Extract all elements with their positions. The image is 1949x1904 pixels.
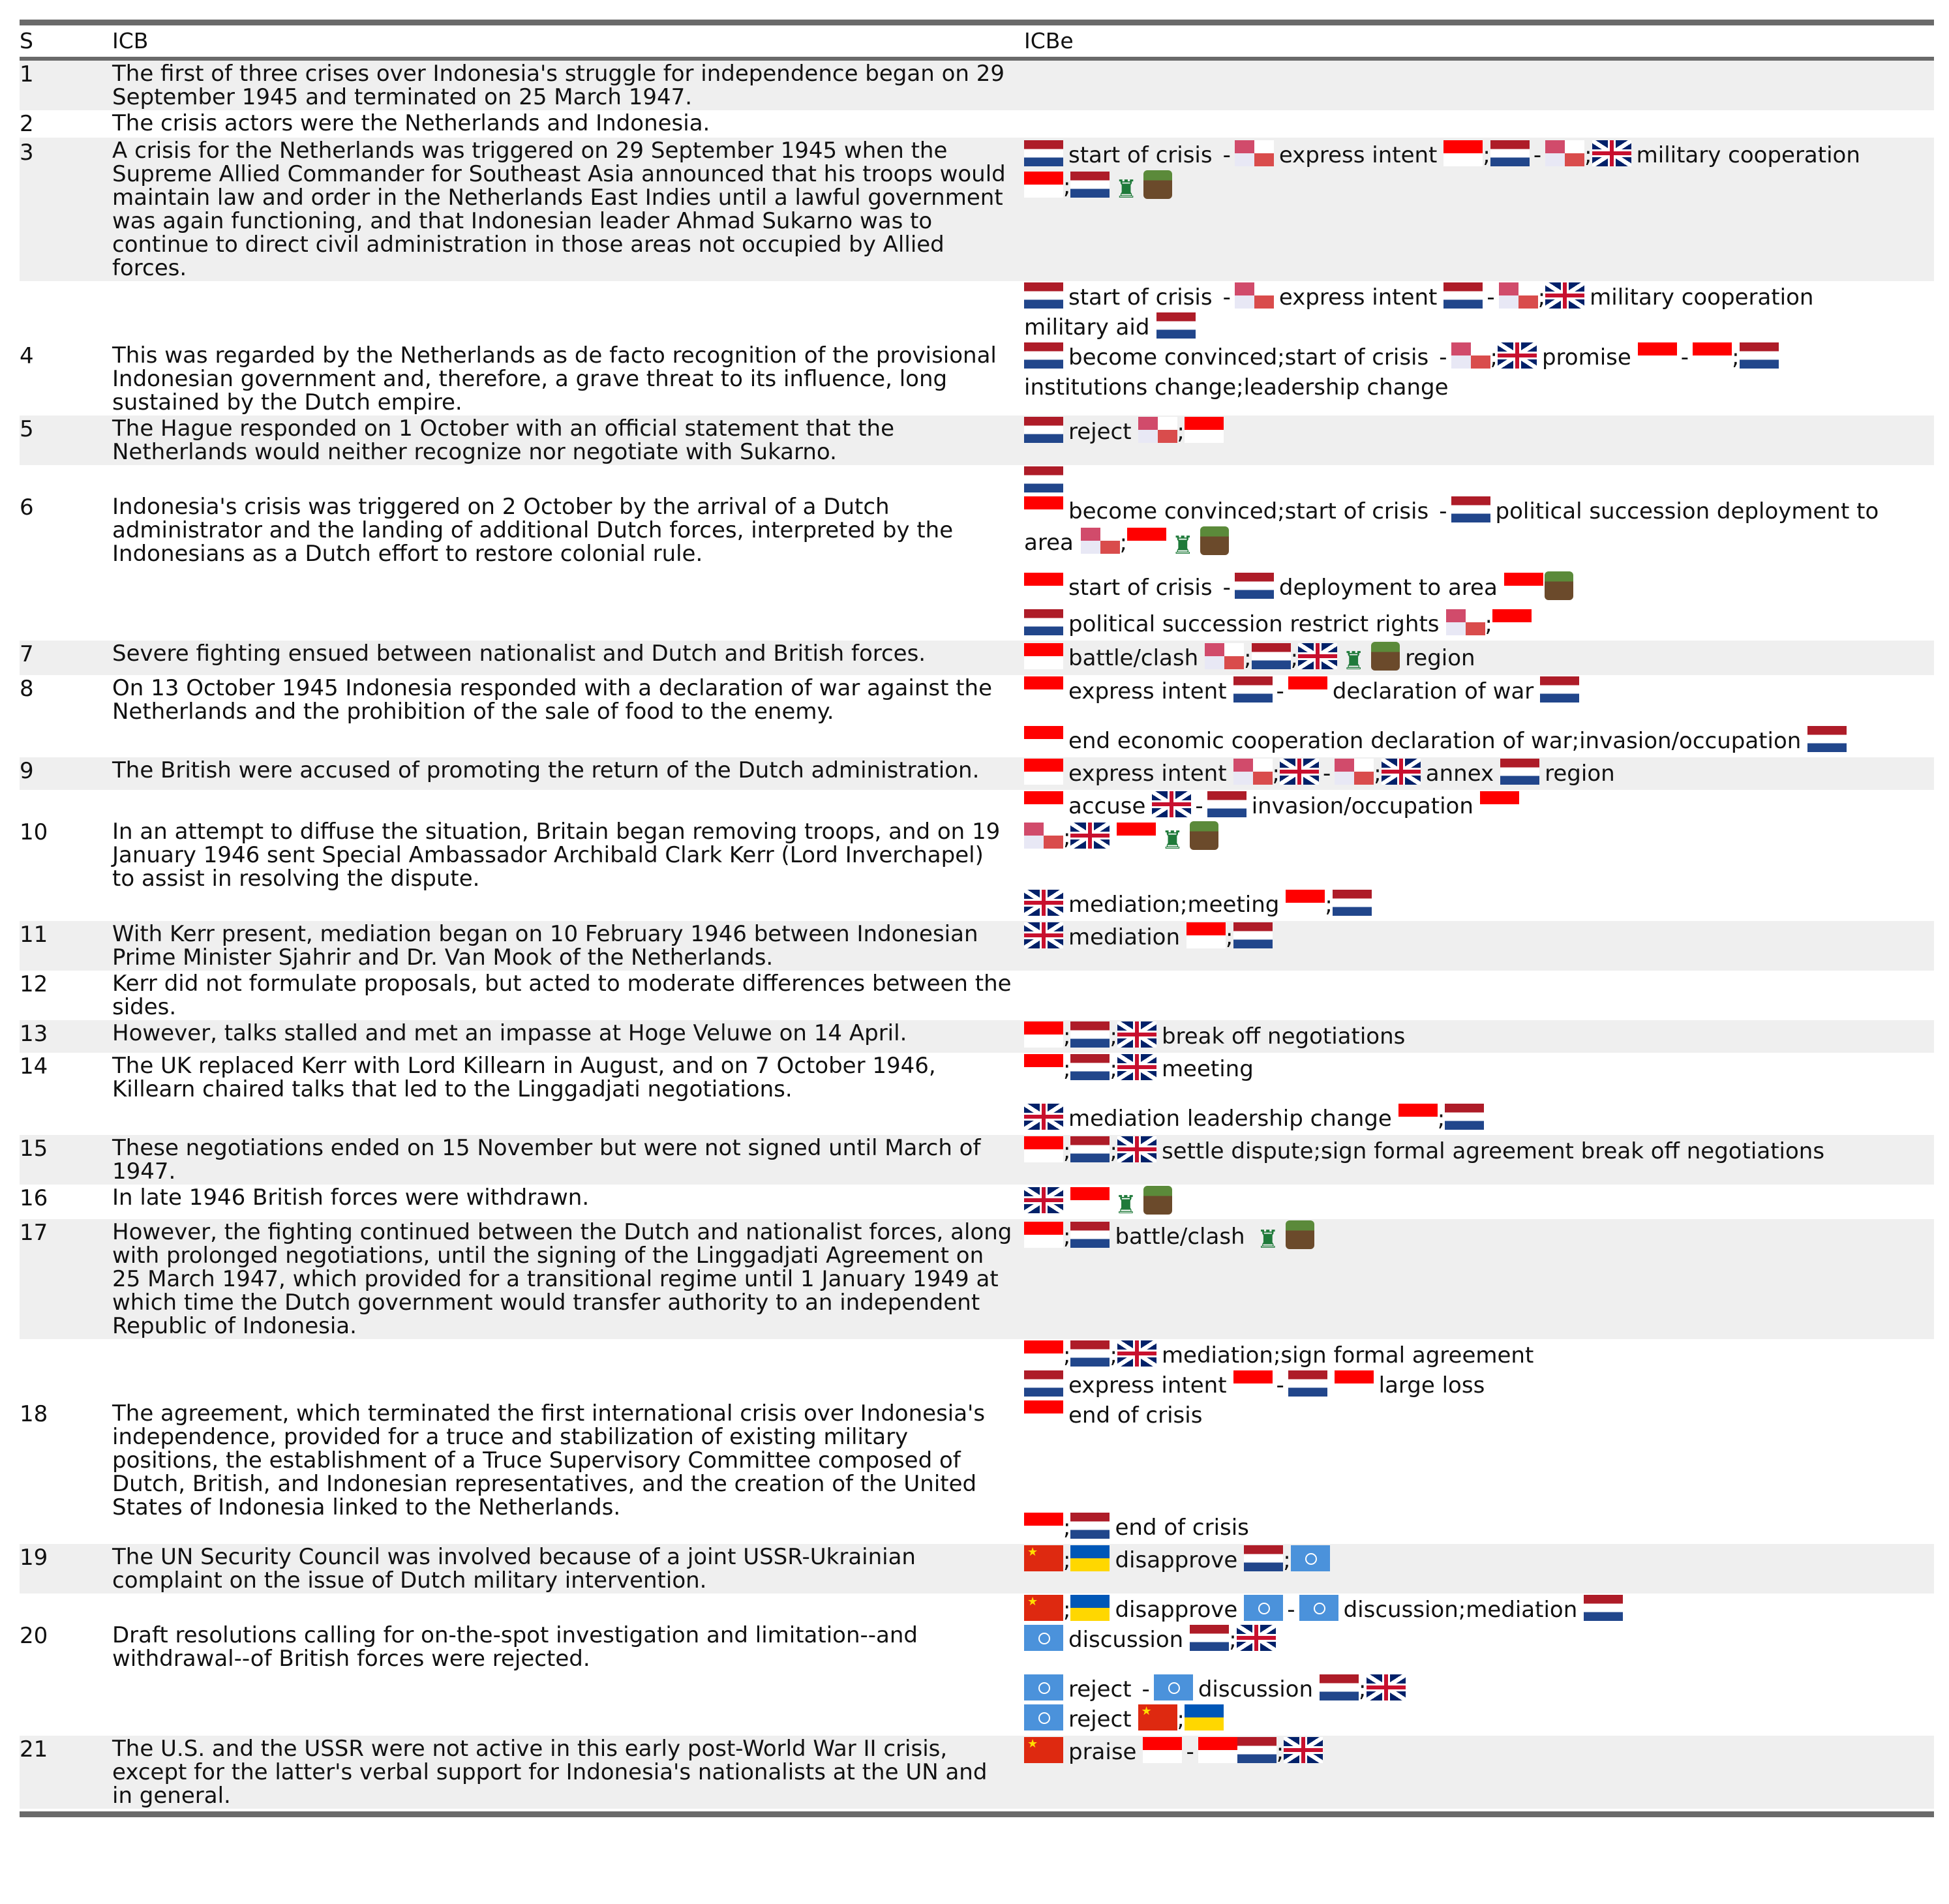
top-rule	[20, 20, 1934, 25]
icbe-events: become convinced;start of crisis - political succession deployment to area ; ♜ start of crisis - deployment to area political succession restrict rights ;	[1024, 465, 1934, 641]
icb-text: Indonesia's crisis was triggered on 2 October by the arrival of a Dutch administrator and the landing of additional Dutch forces, interpreted by the Indonesians as a Dutch effort to restore colonial rule.	[112, 494, 954, 567]
netherlands-flag-icon	[1070, 1513, 1110, 1539]
military-soldiers-icon: ♜	[1115, 175, 1138, 204]
allied-command-flag-icon	[1233, 759, 1273, 785]
military-soldiers-icon: ♜	[1256, 1225, 1279, 1254]
united-kingdom-flag-icon	[1024, 1187, 1063, 1213]
table-header	[20, 25, 1934, 57]
table-row	[20, 1594, 1934, 1736]
netherlands-flag-icon	[1070, 1222, 1110, 1248]
icbe-events: express intent ; - ; annex region	[1024, 757, 1934, 790]
territory-block-icon	[1143, 170, 1172, 199]
united-nations-flag-icon	[1154, 1674, 1193, 1700]
indonesia-flag-icon	[1024, 573, 1063, 599]
united-kingdom-flag-icon	[1367, 1674, 1406, 1700]
netherlands-flag-icon	[1237, 1737, 1277, 1763]
row-number: 18	[20, 1401, 48, 1427]
icbe-events: ★; disapprove - discussion;mediation discussion ; reject - discussion ; reject★ ;	[1024, 1594, 1934, 1736]
row-number: 14	[20, 1053, 48, 1080]
row-number: 13	[20, 1020, 112, 1053]
military-soldiers-icon: ♜	[1161, 826, 1184, 854]
united-kingdom-flag-icon	[1117, 1340, 1156, 1367]
indonesia-flag-icon	[1233, 1370, 1273, 1397]
row-number: 7	[20, 641, 112, 675]
icb-text: However, talks stalled and met an impasse at Hoge Veluwe on 14 April.	[112, 1020, 1024, 1053]
table-row	[20, 971, 1934, 1020]
table-row	[20, 921, 1934, 971]
indonesia-flag-icon	[1198, 1737, 1237, 1763]
netherlands-flag-icon	[1024, 342, 1063, 369]
row-number: 4	[20, 343, 34, 369]
netherlands-flag-icon	[1244, 1545, 1283, 1571]
table-row	[20, 1339, 1934, 1544]
table-row	[20, 1053, 1934, 1135]
netherlands-flag-icon	[1807, 726, 1847, 752]
icbe-events	[1024, 110, 1934, 138]
indonesia-flag-icon	[1443, 140, 1483, 166]
table-row	[20, 1219, 1934, 1339]
indonesia-flag-icon	[1024, 643, 1063, 669]
table-row	[20, 675, 1934, 757]
indonesia-flag-icon	[1024, 1513, 1063, 1539]
row-number: 15	[20, 1135, 112, 1185]
netherlands-flag-icon	[1333, 890, 1372, 916]
allied-command-flag-icon	[1451, 342, 1490, 369]
netherlands-flag-icon	[1070, 1054, 1110, 1080]
row-number: 21	[20, 1736, 112, 1809]
netherlands-flag-icon	[1445, 1104, 1484, 1130]
territory-block-icon	[1371, 642, 1400, 671]
icb-text: The UK replaced Kerr with Lord Killearn in August, and on 7 October 1946, Killearn chaired talks that led to the Linggadjati negotiations.	[112, 1053, 936, 1102]
table-row	[20, 1020, 1934, 1053]
header-icbe: ICBe	[1024, 28, 1074, 53]
icb-text: A crisis for the Netherlands was triggered on 29 September 1945 when the Supreme Allied Commander for Southeast Asia announced that his troops would maintain law and order in the Netherlands East Indies until a lawful government was again functioning, and that Indonesian leader Ahmad Sukarno was to continue to direct civil administration in those areas not occupied by Allied forces.	[112, 138, 1024, 281]
netherlands-flag-icon	[1024, 609, 1063, 635]
icb-text: In an attempt to diffuse the situation, Britain began removing troops, and on 19 January 1946 sent Special Ambassador Archibald Clark Kerr (Lord Inverchapel) to assist in resolving the dispute.	[112, 819, 1001, 892]
netherlands-flag-icon	[1235, 573, 1274, 599]
indonesia-flag-icon	[1480, 791, 1519, 817]
icbe-events: mediation ;	[1024, 921, 1934, 971]
netherlands-flag-icon	[1584, 1595, 1623, 1621]
table-row	[20, 110, 1934, 138]
ukraine-flag-icon	[1185, 1704, 1224, 1730]
table-row	[20, 416, 1934, 465]
icb-text: On 13 October 1945 Indonesia responded with a declaration of war against the Netherlands and the prohibition of the sale of food to the enemy.	[112, 675, 993, 725]
indonesia-flag-icon	[1492, 609, 1532, 635]
icb-text: With Kerr present, mediation began on 10 February 1946 between Indonesian Prime Minister Sjahrir and Dr. Van Mook of the Netherlands.	[112, 921, 1024, 971]
indonesia-flag-icon	[1024, 759, 1063, 785]
icbe-events: accuse - invasion/occupation ; ♜ mediation;meeting ;	[1024, 790, 1934, 921]
united-kingdom-flag-icon	[1298, 643, 1337, 669]
row-number: 20	[20, 1623, 48, 1649]
bottom-rule	[20, 1811, 1934, 1817]
icb-text: The U.S. and the USSR were not active in this early post-World War II crisis, except for the latter's verbal support for Indonesia's nationalists at the UN and in general.	[112, 1736, 1024, 1809]
row-number: 6	[20, 494, 34, 521]
netherlands-flag-icon	[1233, 676, 1273, 703]
indonesia-flag-icon	[1398, 1104, 1438, 1130]
indonesia-flag-icon	[1024, 1222, 1063, 1248]
territory-block-icon	[1190, 821, 1218, 850]
icb-text: Kerr did not formulate proposals, but acted to moderate differences between the sides.	[112, 971, 1012, 1020]
united-nations-flag-icon	[1024, 1674, 1063, 1700]
indonesia-flag-icon	[1024, 496, 1063, 522]
ussr-flag-icon	[1138, 1704, 1177, 1730]
row-number: 11	[20, 921, 112, 971]
row-number: 1	[20, 61, 112, 110]
row-number: 17	[20, 1219, 112, 1339]
netherlands-flag-icon	[1024, 1370, 1063, 1397]
netherlands-flag-icon	[1070, 1136, 1110, 1162]
military-soldiers-icon: ♜	[1171, 531, 1194, 560]
allied-command-flag-icon	[1235, 140, 1274, 166]
indonesia-flag-icon	[1024, 1021, 1063, 1048]
netherlands-flag-icon	[1024, 140, 1063, 166]
territory-block-icon	[1143, 1186, 1172, 1215]
indonesia-flag-icon	[1127, 528, 1166, 554]
table-row	[20, 465, 1934, 641]
netherlands-flag-icon	[1233, 922, 1273, 948]
united-kingdom-flag-icon	[1592, 140, 1631, 166]
indonesia-flag-icon	[1185, 417, 1224, 443]
united-kingdom-flag-icon	[1024, 922, 1063, 948]
ussr-flag-icon	[1024, 1545, 1063, 1571]
icb-text: This was regarded by the Netherlands as de facto recognition of the provisional Indonesian government and, therefore, a grave threat to its influence, long sustained by the Dutch empire.	[112, 342, 997, 416]
netherlands-flag-icon	[1024, 417, 1063, 443]
allied-command-flag-icon	[1335, 759, 1374, 785]
icbe-events: ★praise - ;	[1024, 1736, 1934, 1809]
icbe-events: ; ; break off negotiations	[1024, 1020, 1934, 1053]
icb-text: The first of three crises over Indonesia's struggle for independence began on 29 September 1945 and terminated on 25 March 1947.	[112, 61, 1024, 110]
indonesia-flag-icon	[1070, 1187, 1110, 1213]
icb-text: Draft resolutions calling for on-the-spot investigation and limitation--and withdrawal--of British forces were rejected.	[112, 1622, 918, 1672]
icb-text: The Hague responded on 1 October with an official statement that the Netherlands would neither recognize nor negotiate with Sukarno.	[112, 416, 1024, 465]
row-number: 8	[20, 676, 34, 702]
netherlands-flag-icon	[1070, 1340, 1110, 1367]
icbe-events	[1024, 1185, 1934, 1219]
territory-block-icon	[1545, 571, 1573, 600]
territory-block-icon	[1286, 1220, 1314, 1249]
table-row	[20, 1544, 1934, 1594]
header-icb: ICB	[112, 28, 149, 53]
row-number: 9	[20, 757, 112, 790]
netherlands-flag-icon	[1740, 342, 1779, 369]
united-nations-flag-icon	[1024, 1704, 1063, 1730]
allied-command-flag-icon	[1024, 823, 1063, 849]
united-kingdom-flag-icon	[1498, 342, 1537, 369]
united-kingdom-flag-icon	[1152, 791, 1191, 817]
united-kingdom-flag-icon	[1024, 1104, 1063, 1130]
icbe-events	[1024, 971, 1934, 1020]
icbe-events: start of crisis - express intent - ; military cooperation military aid become convinced;start of crisis - ; promise - ; institutions change;leadership change	[1024, 281, 1934, 416]
header-s: S	[20, 28, 33, 53]
netherlands-flag-icon	[1320, 1674, 1359, 1700]
united-kingdom-flag-icon	[1280, 759, 1319, 785]
icbe-events: start of crisis - express intent ; - ; military cooperation ; ♜	[1024, 138, 1934, 281]
indonesia-flag-icon	[1024, 726, 1063, 752]
netherlands-flag-icon	[1252, 643, 1291, 669]
table-row	[20, 641, 1934, 675]
ussr-flag-icon	[1024, 1737, 1063, 1763]
allied-command-flag-icon	[1446, 609, 1485, 635]
united-kingdom-flag-icon	[1024, 890, 1063, 916]
icb-text: The UN Security Council was involved because of a joint USSR-Ukrainian complaint on the issue of Dutch military intervention.	[112, 1544, 1024, 1594]
table-row	[20, 1185, 1934, 1219]
icbe-events: ; ; mediation;sign formal agreement express intent - large loss end of crisis ; end of crisis	[1024, 1339, 1934, 1544]
icbe-events: ; ; settle dispute;sign formal agreement break off negotiations	[1024, 1135, 1934, 1185]
united-nations-flag-icon	[1291, 1545, 1330, 1571]
allied-command-flag-icon	[1545, 140, 1584, 166]
icbe-events: battle/clash ; ; ♜ region	[1024, 641, 1934, 675]
indonesia-flag-icon	[1024, 172, 1063, 198]
united-nations-flag-icon	[1299, 1595, 1338, 1621]
indonesia-flag-icon	[1186, 922, 1226, 948]
indonesia-flag-icon	[1024, 676, 1063, 703]
indonesia-flag-icon	[1024, 1340, 1063, 1367]
icbe-events: express intent - declaration of war end economic cooperation declaration of war;invasion/occupation	[1024, 675, 1934, 757]
indonesia-flag-icon	[1024, 1054, 1063, 1080]
row-number: 16	[20, 1185, 48, 1211]
territory-block-icon	[1200, 526, 1229, 555]
allied-command-flag-icon	[1499, 282, 1538, 309]
icb-text: The agreement, which terminated the first international crisis over Indonesia's independence, provided for a truce and stabilization of existing military positions, the establishment of a Truce Supervisory Committee composed of Dutch, British, and Indonesian representatives, and the creation of the United States of Indonesia linked to the Netherlands.	[112, 1400, 986, 1520]
military-soldiers-icon: ♜	[1342, 646, 1365, 675]
netherlands-flag-icon	[1500, 759, 1539, 785]
ussr-flag-icon	[1024, 1595, 1063, 1621]
united-nations-flag-icon	[1024, 1625, 1063, 1651]
icb-text: The British were accused of promoting the return of the Dutch administration.	[112, 757, 1024, 790]
ukraine-flag-icon	[1070, 1595, 1110, 1621]
row-number: 3	[20, 138, 112, 281]
icb-text: These negotiations ended on 15 November but were not signed until March of 1947.	[112, 1135, 1024, 1185]
netherlands-flag-icon	[1490, 140, 1530, 166]
table-row	[20, 757, 1934, 790]
netherlands-flag-icon	[1288, 1370, 1327, 1397]
icb-text: However, the fighting continued between the Dutch and nationalist forces, along with prolonged negotiations, until the signing of the Linggadjati Agreement on 25 March 1947, which provided for a transitional regime until 1 January 1949 at which time the Dutch government would transfer authority to an independent Republic of Indonesia.	[112, 1219, 1024, 1339]
table-row	[20, 1736, 1934, 1809]
netherlands-flag-icon	[1156, 312, 1196, 339]
netherlands-flag-icon	[1070, 172, 1110, 198]
indonesia-flag-icon	[1638, 342, 1677, 369]
icbe-events	[1024, 61, 1934, 110]
netherlands-flag-icon	[1024, 282, 1063, 309]
indonesia-flag-icon	[1024, 1136, 1063, 1162]
united-kingdom-flag-icon	[1117, 1021, 1156, 1048]
united-nations-flag-icon	[1244, 1595, 1283, 1621]
icb-text: In late 1946 British forces were withdrawn.	[112, 1185, 590, 1211]
united-kingdom-flag-icon	[1117, 1054, 1156, 1080]
united-kingdom-flag-icon	[1237, 1625, 1276, 1651]
military-soldiers-icon: ♜	[1114, 1190, 1137, 1219]
united-kingdom-flag-icon	[1117, 1136, 1156, 1162]
row-number: 5	[20, 416, 112, 465]
row-number: 12	[20, 971, 48, 997]
icb-text: The crisis actors were the Netherlands and Indonesia.	[112, 110, 710, 136]
indonesia-flag-icon	[1024, 791, 1063, 817]
united-kingdom-flag-icon	[1284, 1737, 1323, 1763]
icbe-events: ★; disapprove ;	[1024, 1544, 1934, 1594]
allied-command-flag-icon	[1235, 282, 1274, 309]
indonesia-flag-icon	[1286, 890, 1325, 916]
indonesia-flag-icon	[1117, 823, 1156, 849]
indonesia-flag-icon	[1024, 1400, 1063, 1427]
indonesia-flag-icon	[1693, 342, 1732, 369]
icbe-events: ; ; meeting mediation leadership change ;	[1024, 1053, 1934, 1135]
allied-command-flag-icon	[1081, 528, 1120, 554]
icb-text: Severe fighting ensued between nationalist and Dutch and British forces.	[112, 641, 1024, 675]
netherlands-flag-icon	[1443, 282, 1483, 309]
table-row	[20, 1135, 1934, 1185]
united-kingdom-flag-icon	[1382, 759, 1421, 785]
row-number: 2	[20, 111, 34, 137]
indonesia-flag-icon	[1504, 573, 1543, 599]
table-row	[20, 61, 1934, 110]
event-table-container	[20, 20, 1934, 1817]
table-row	[20, 790, 1934, 921]
netherlands-flag-icon	[1190, 1625, 1229, 1651]
row-number: 19	[20, 1544, 112, 1594]
netherlands-flag-icon	[1451, 496, 1490, 522]
ukraine-flag-icon	[1070, 1545, 1110, 1571]
row-number: 10	[20, 819, 48, 845]
netherlands-flag-icon	[1070, 1021, 1110, 1048]
netherlands-flag-icon	[1207, 791, 1246, 817]
indonesia-flag-icon	[1143, 1737, 1182, 1763]
united-kingdom-flag-icon	[1070, 823, 1110, 849]
netherlands-flag-icon	[1540, 676, 1579, 703]
crisis-table	[20, 25, 1934, 57]
crisis-table-body	[20, 61, 1934, 1809]
icbe-events: reject ;	[1024, 416, 1934, 465]
netherlands-flag-icon	[1024, 466, 1063, 492]
table-row	[20, 138, 1934, 281]
united-kingdom-flag-icon	[1545, 282, 1584, 309]
indonesia-flag-icon	[1335, 1370, 1374, 1397]
table-row	[20, 281, 1934, 416]
indonesia-flag-icon	[1288, 676, 1327, 703]
allied-command-flag-icon	[1205, 643, 1244, 669]
allied-command-flag-icon	[1138, 417, 1177, 443]
icbe-events: ; battle/clash ♜	[1024, 1219, 1934, 1339]
